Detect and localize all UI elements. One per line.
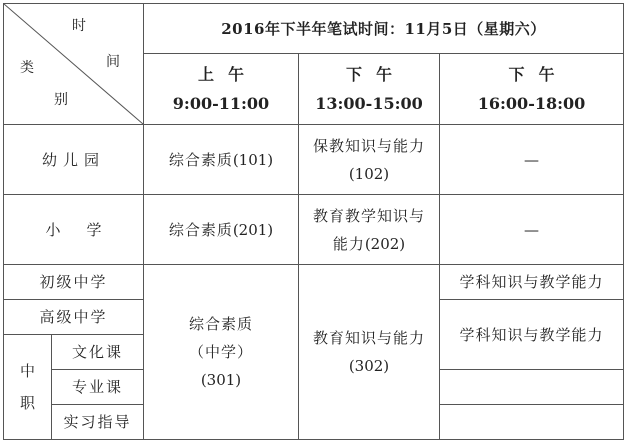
session-morning-name: 上午 [197, 64, 258, 84]
senior-middle-afternoon2-cell: 学科知识与教学能力 [440, 300, 624, 370]
table-row [4, 125, 624, 195]
primary-morning-cell [144, 195, 299, 265]
kindergarten-afternoon1-cell [299, 125, 440, 195]
kindergarten-afternoon2-cell: — [440, 125, 624, 195]
diagonal-label-time: 时 [72, 18, 86, 34]
session-afternoon1-name: 下午 [345, 64, 406, 84]
primary-morning-subject: 综合素质 [168, 220, 233, 239]
primary-afternoon1-code: (202) [364, 234, 406, 253]
kindergarten-morning-cell [144, 125, 299, 195]
session-afternoon1-cell [299, 54, 440, 125]
diagonal-label-bie: 别 [54, 92, 68, 108]
session-afternoon2-cell [440, 54, 624, 125]
session-afternoon1-time: 13:00-15:00 [315, 94, 423, 113]
vocational-major-afternoon2-cell [440, 370, 624, 405]
primary-afternoon1-cell [299, 195, 440, 265]
secondary-morning-cell [144, 265, 299, 440]
secondary-morning-code: (301) [200, 371, 242, 389]
category-primary [4, 195, 144, 265]
junior-middle-afternoon2-cell: 学科知识与教学能力 [440, 265, 624, 300]
schedule-title: 2016年下半年笔试时间：11月5日（星期六） [144, 4, 624, 54]
diagonal-label-jian: 间 [106, 54, 120, 70]
primary-afternoon1-subject-line2: 能力 [332, 234, 365, 253]
diagonal-label-lei: 类 [20, 60, 34, 76]
kindergarten-morning-subject: 综合素质 [168, 150, 233, 169]
primary-afternoon1-subject-line1: 教育教学知识与 [312, 206, 425, 225]
vocational-practice-afternoon2-cell [440, 405, 624, 440]
exam-schedule-table [3, 3, 624, 440]
secondary-afternoon1-code: (302) [348, 357, 390, 375]
vocational-practice-guidance: 实习指导 [52, 405, 144, 440]
table-row [4, 265, 624, 300]
kindergarten-afternoon1-subject: 保教知识与能力 [312, 136, 425, 155]
secondary-afternoon1-cell [299, 265, 440, 440]
secondary-afternoon1-subject: 教育知识与能力 [312, 329, 425, 347]
category-primary-label: 小学 [45, 220, 128, 239]
title-row [4, 4, 624, 54]
session-afternoon2-time: 16:00-18:00 [477, 94, 586, 113]
diagonal-header-cell [4, 4, 144, 125]
vocational-culture-course: 文化课 [52, 335, 144, 370]
vocational-major-course: 专业课 [52, 370, 144, 405]
secondary-morning-subject: 综合素质 [188, 315, 253, 333]
category-vocational-char2: 职 [19, 394, 35, 412]
session-afternoon2-name: 下午 [508, 64, 569, 84]
category-senior-middle: 高级中学 [4, 300, 144, 335]
session-morning-cell [144, 54, 299, 125]
primary-afternoon2-cell: — [440, 195, 624, 265]
category-junior-middle: 初级中学 [4, 265, 144, 300]
table-row [4, 195, 624, 265]
category-kindergarten: 幼儿园 [4, 125, 144, 195]
kindergarten-afternoon1-code: (102) [348, 164, 390, 183]
kindergarten-morning-code: (101) [232, 150, 274, 169]
session-morning-time: 9:00-11:00 [172, 94, 270, 113]
secondary-morning-note: （中学） [188, 343, 253, 361]
category-vocational [4, 335, 52, 440]
primary-morning-code: (201) [232, 220, 274, 239]
primary-afternoon1-line2 [299, 235, 439, 253]
category-vocational-char1: 中 [19, 362, 35, 380]
